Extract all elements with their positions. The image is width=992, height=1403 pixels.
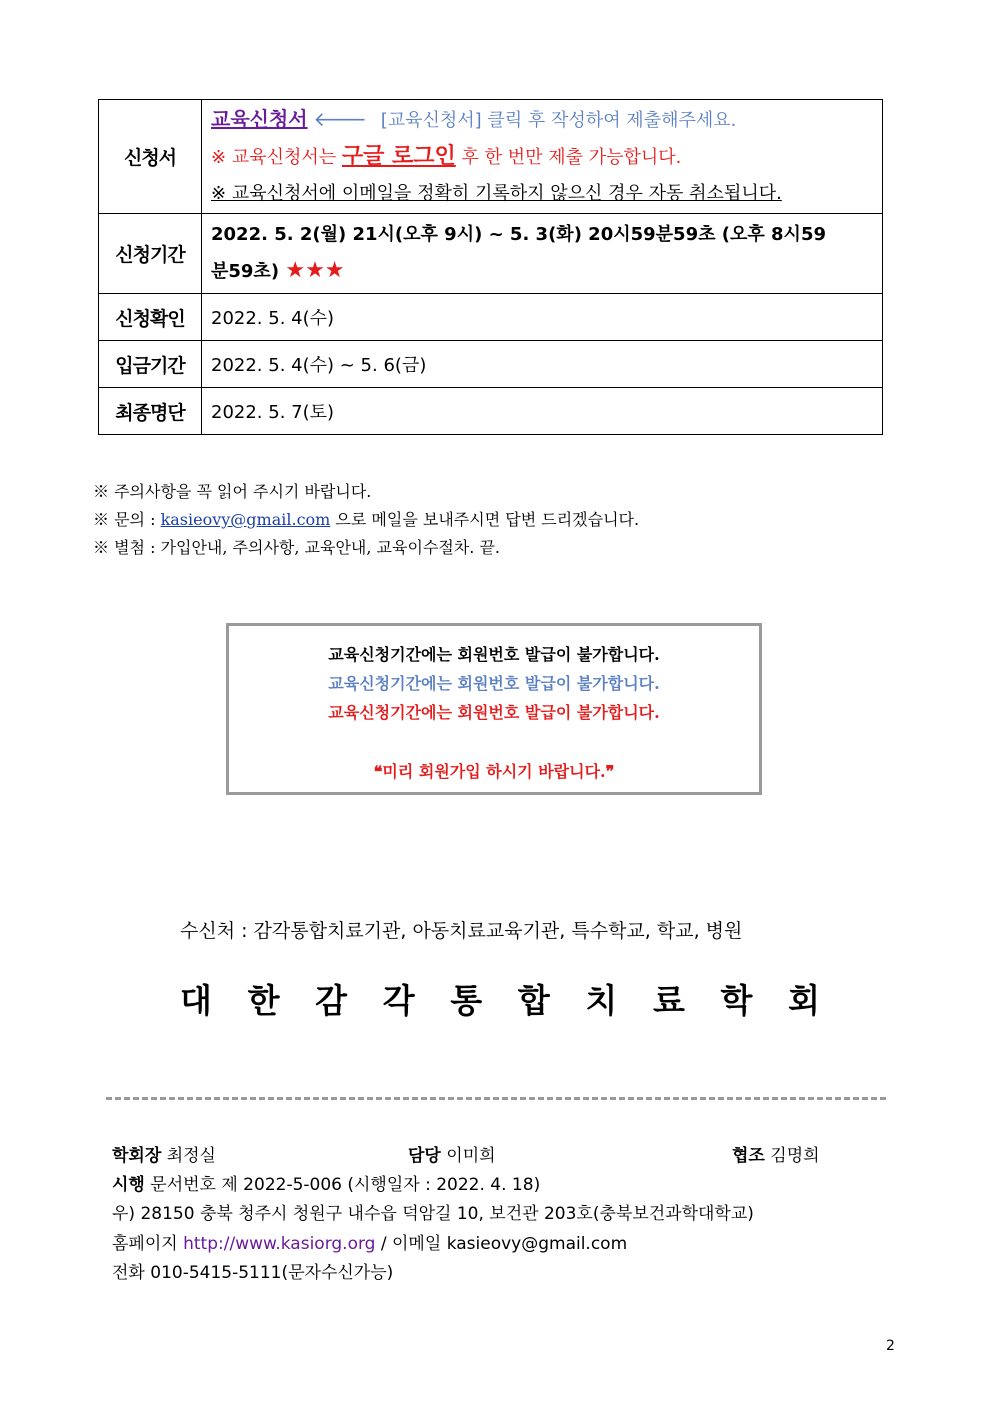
phone-line: 전화 010-5415-5111(문자수신가능) — [112, 1263, 394, 1283]
dashed-divider — [106, 1097, 886, 1100]
application-cell — [202, 100, 883, 214]
login-note-prefix: ※ 교육신청서는 — [211, 147, 342, 168]
row-label: 신청기간 — [99, 214, 202, 294]
table-row — [99, 214, 883, 294]
org-title-char: 각 — [382, 981, 415, 1020]
assist-field — [732, 1141, 820, 1166]
row-label: 입금기간 — [99, 341, 202, 388]
table-row — [99, 341, 883, 388]
manager-name: 이미희 — [446, 1146, 496, 1166]
application-form-link[interactable]: 교육신청서 — [211, 107, 308, 131]
manager-field — [408, 1141, 496, 1166]
table-row — [99, 388, 883, 435]
org-title-char: 대 — [180, 981, 212, 1020]
recipients: 수신처 : 감각통합치료기관, 아동치료교육기관, 특수학교, 학교, 병원 — [180, 920, 743, 942]
org-title-char: 통 — [450, 981, 483, 1020]
org-title-char: 합 — [517, 981, 550, 1020]
application-period-value — [202, 214, 883, 294]
row-label: 신청서 — [99, 100, 202, 214]
notice-box — [226, 623, 762, 795]
notice-line-blue: 교육신청기간에는 회원번호 발급이 불가합니다. — [328, 674, 660, 693]
page-number: 2 — [886, 1338, 895, 1354]
note-attachments: ※ 별첨 : 가입안내, 주의사항, 교육안내, 교육이수절차. 끝. — [93, 538, 500, 557]
execution-line — [112, 1170, 540, 1195]
arrow-left-icon: 🡐 — [313, 107, 367, 131]
execution-label: 시행 — [112, 1175, 145, 1195]
org-title-char: 료 — [652, 981, 685, 1020]
row-label: 신청확인 — [99, 294, 202, 341]
contact-email-link[interactable]: kasieovy@gmail.com — [160, 510, 331, 529]
address: 우) 28150 충북 청주시 청원구 내수읍 덕암길 10, 보건관 203호(충북보건과학대학교) — [112, 1204, 754, 1224]
application-instruction: [교육신청서] 클릭 후 작성하여 제출해주세요. — [380, 110, 737, 131]
google-login-emphasis: 구글 로그인 — [341, 144, 456, 169]
org-title-char: 감 — [315, 981, 348, 1020]
notice-line-black: 교육신청기간에는 회원번호 발급이 불가합니다. — [328, 645, 660, 664]
org-title-char: 한 — [247, 981, 280, 1020]
contact-prefix: ※ 문의 : — [93, 510, 161, 529]
email-warning-note: ※ 교육신청서에 이메일을 정확히 기록하지 않으신 경우 자동 취소됩니다. — [211, 183, 782, 204]
homepage-link[interactable]: http://www.kasiorg.org — [183, 1234, 376, 1254]
table-row — [99, 100, 883, 214]
president-name: 최정실 — [166, 1146, 216, 1166]
assist-name: 김명희 — [770, 1146, 820, 1166]
signup-call-to-action: ❝미리 회원가입 하시기 바랍니다.❞ — [373, 762, 615, 781]
assist-label: 협조 — [732, 1146, 765, 1166]
org-title-char: 학 — [720, 981, 753, 1020]
org-title-char: 회 — [788, 981, 820, 1020]
organization-title — [180, 975, 820, 1022]
notice-line-red: 교육신청기간에는 회원번호 발급이 불가합니다. — [328, 703, 660, 722]
period-line-2: 분59초) — [211, 261, 280, 282]
org-title-char: 치 — [585, 981, 618, 1020]
star-icons: ★★★ — [285, 258, 345, 283]
note-contact — [93, 507, 639, 530]
row-value: 2022. 5. 7(토) — [202, 388, 883, 435]
email-label: / 이메일 — [375, 1234, 447, 1254]
president-label: 학회장 — [112, 1146, 162, 1166]
document-number: 문서번호 제 2022-5-006 (시행일자 : 2022. 4. 18) — [150, 1175, 541, 1195]
table-row — [99, 294, 883, 341]
footer-email[interactable]: kasieovy@gmail.com — [446, 1234, 628, 1254]
login-note-suffix: 후 한 번만 제출 가능합니다. — [455, 147, 682, 168]
manager-label: 담당 — [408, 1146, 441, 1166]
row-label: 최종명단 — [99, 388, 202, 435]
note-read-cautions: ※ 주의사항을 꼭 읽어 주시기 바랍니다. — [93, 482, 372, 501]
president-field — [112, 1141, 216, 1166]
schedule-table — [98, 99, 883, 435]
period-line-1: 2022. 5. 2(월) 21시(오후 9시) ~ 5. 3(화) 20시59분59초 (오후 8시59 — [211, 224, 826, 245]
contact-line — [112, 1229, 627, 1254]
row-value: 2022. 5. 4(수) — [202, 294, 883, 341]
contact-suffix: 으로 메일을 보내주시면 답변 드리겠습니다. — [330, 510, 640, 529]
homepage-label: 홈페이지 — [112, 1234, 178, 1254]
row-value: 2022. 5. 4(수) ~ 5. 6(금) — [202, 341, 883, 388]
